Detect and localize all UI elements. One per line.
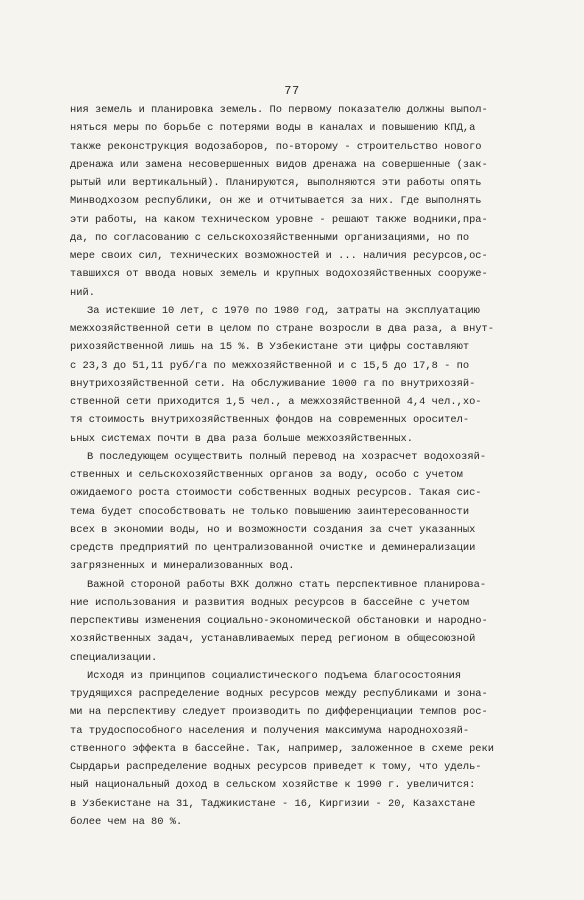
text-line: рытый или вертикальный). Планируются, выполняются эти работы опять bbox=[70, 177, 482, 189]
text-line: тема будет способствовать не только повышению заинтересованности bbox=[70, 505, 470, 518]
text-line: тя стоимость внутрихозяйственных фондов на современных оросител- bbox=[70, 414, 470, 427]
text-line: Минводхозом республики, он же и отчитывается за них. Где выполнять bbox=[70, 195, 482, 208]
text-line: средств предприятий по централизованной очистке и деминерализации bbox=[70, 542, 476, 554]
text-line: загрязненных и минерализованных вод. bbox=[70, 560, 295, 573]
text-line: Сырдарьи распределение водных ресурсов приведет к тому, что удель- bbox=[70, 761, 482, 773]
text-line: ственного эффекта в бассейне. Так, например, заложенное в схеме реки bbox=[70, 742, 495, 755]
text-line: рихозяйственной лишь на 15 %. В Узбекистане эти цифры составляют bbox=[70, 341, 470, 354]
text-line: ний. bbox=[70, 286, 95, 299]
text-line: ьных системах почти в два раза больше межхозяйственных. bbox=[70, 432, 413, 445]
text-line: ми на перспективу следует производить по дифференциации темпов рос- bbox=[70, 706, 488, 719]
text-line: более чем на 80 %. bbox=[70, 815, 183, 828]
page-number: 77 bbox=[284, 84, 300, 98]
text-line: специализации. bbox=[70, 651, 158, 664]
text-line: трудящихся распределение водных ресурсов между республиками и зона- bbox=[70, 688, 488, 700]
text-line: няться меры по борьбе с потерями воды в каналах и повышению КПД,а bbox=[70, 122, 476, 135]
text-line: ния земель и планировка земель. По первому показателю должны выпол- bbox=[70, 104, 488, 116]
body-text bbox=[70, 101, 530, 831]
text-line: хозяйственных задач, устанавливаемых перед регионом в общесоюзной bbox=[70, 633, 476, 646]
text-line: в Узбекистане на 31, Таджикистане - 16, Киргизии - 20, Казахстане bbox=[70, 797, 476, 810]
text-line: ожидаемого роста стоимости собственных водных ресурсов. Такая сис- bbox=[70, 487, 482, 500]
text-line: с 23,3 до 51,11 руб/га по межхозяйственной и с 15,5 до 17,8 - по bbox=[70, 359, 470, 372]
text-line: В последующем осуществить полный перевод на хозрасчет водохозяй- bbox=[87, 450, 487, 463]
text-line: тавшихся от ввода новых земель и крупных водохозяйственных сооруже- bbox=[70, 268, 488, 281]
text-line: также реконструкция водозаборов, по-второму - строительство нового bbox=[70, 140, 482, 153]
text-line: дренажа или замена несовершенных видов дренажа на совершенные (зак- bbox=[70, 158, 488, 171]
text-line: внутрихозяйственной сети. На обслуживание 1000 га по внутрихозяй- bbox=[70, 377, 476, 390]
text-line: За истекшие 10 лет, с 1970 по 1980 год, затраты на эксплуатацию bbox=[87, 304, 480, 317]
text-line: мере своих сил, технических возможностей и ... наличия ресурсов,ос- bbox=[70, 250, 488, 262]
text-line: Важной стороной работы ВХК должно стать перспективное планирова- bbox=[87, 578, 487, 591]
text-line: межхозяйственной сети в целом по стране возросли в два раза, а внут- bbox=[70, 323, 495, 335]
text-line: Исходя из принципов социалистического подъема благосостояния bbox=[87, 669, 462, 682]
text-line: да, по согласованию с сельскохозяйственными организациями, но по bbox=[70, 231, 470, 244]
text-line: эти работы, на каком техническом уровне - решают также водники,пра- bbox=[70, 213, 488, 226]
text-line: ный национальный доход в сельском хозяйстве к 1990 г. увеличится: bbox=[70, 779, 476, 792]
text-line: ние использования и развития водных ресурсов в бассейне с учетом bbox=[70, 596, 470, 609]
text-line: ственных и сельскохозяйственных органов за воду, особо с учетом bbox=[70, 469, 463, 481]
text-line: та трудоспособного населения и получения максимума народнохозяй- bbox=[70, 724, 470, 737]
text-line: всех в экономии воды, но и возможности создания за счет указанных bbox=[70, 523, 476, 536]
text-line: перспективы изменения социально-экономической обстановки и народно- bbox=[70, 615, 488, 627]
text-line: ственной сети приходится 1,5 чел., а межхозяйственной 4,4 чел.,хо- bbox=[70, 396, 482, 408]
